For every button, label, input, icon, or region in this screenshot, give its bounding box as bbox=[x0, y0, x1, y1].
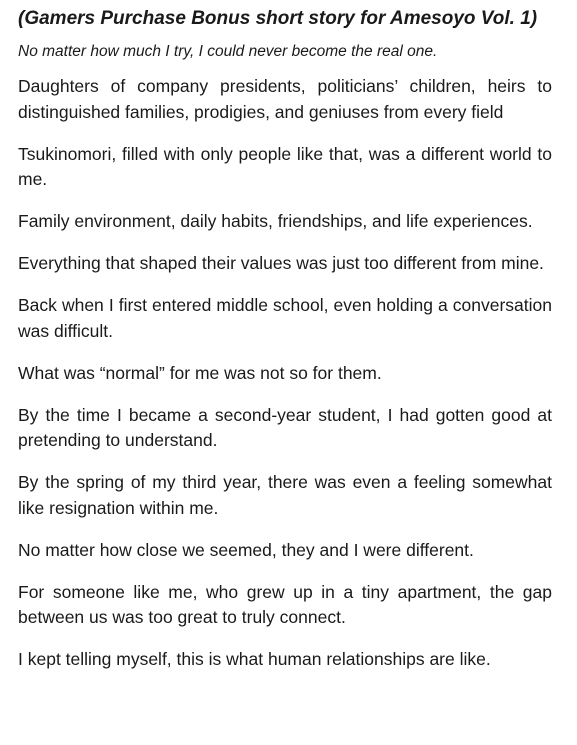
paragraph: Family environment, daily habits, friendships, and life experiences. bbox=[18, 211, 533, 231]
paragraph: For someone like me, who grew up in a tiny apartment, the gap between us was too great to truly connect. bbox=[18, 581, 552, 627]
paragraph: Daughters of company presidents, politicians’ children, heirs to distinguished families, prodigies, and geniuses from every field bbox=[18, 76, 552, 122]
paragraph: I kept telling myself, this is what human relationships are like. bbox=[18, 649, 491, 669]
document-subtitle: No matter how much I try, I could never become the real one. bbox=[18, 43, 438, 60]
paragraph: Everything that shaped their values was just too different from mine. bbox=[18, 253, 544, 273]
document-page bbox=[18, 6, 552, 689]
paragraph: Back when I first entered middle school, even holding a conversation was difficult. bbox=[18, 295, 552, 341]
paragraph: What was “normal” for me was not so for them. bbox=[18, 362, 382, 383]
paragraph: No matter how close we seemed, they and I were different. bbox=[18, 539, 474, 560]
document-title: (Gamers Purchase Bonus short story for Amesoyo Vol. 1) bbox=[18, 8, 538, 29]
paragraph: Tsukinomori, filled with only people like that, was a different world to me. bbox=[18, 143, 552, 189]
paragraph: By the time I became a second-year student, I had gotten good at pretending to understand. bbox=[18, 404, 552, 450]
paragraph: By the spring of my third year, there was even a feeling somewhat like resignation within me. bbox=[18, 472, 552, 518]
